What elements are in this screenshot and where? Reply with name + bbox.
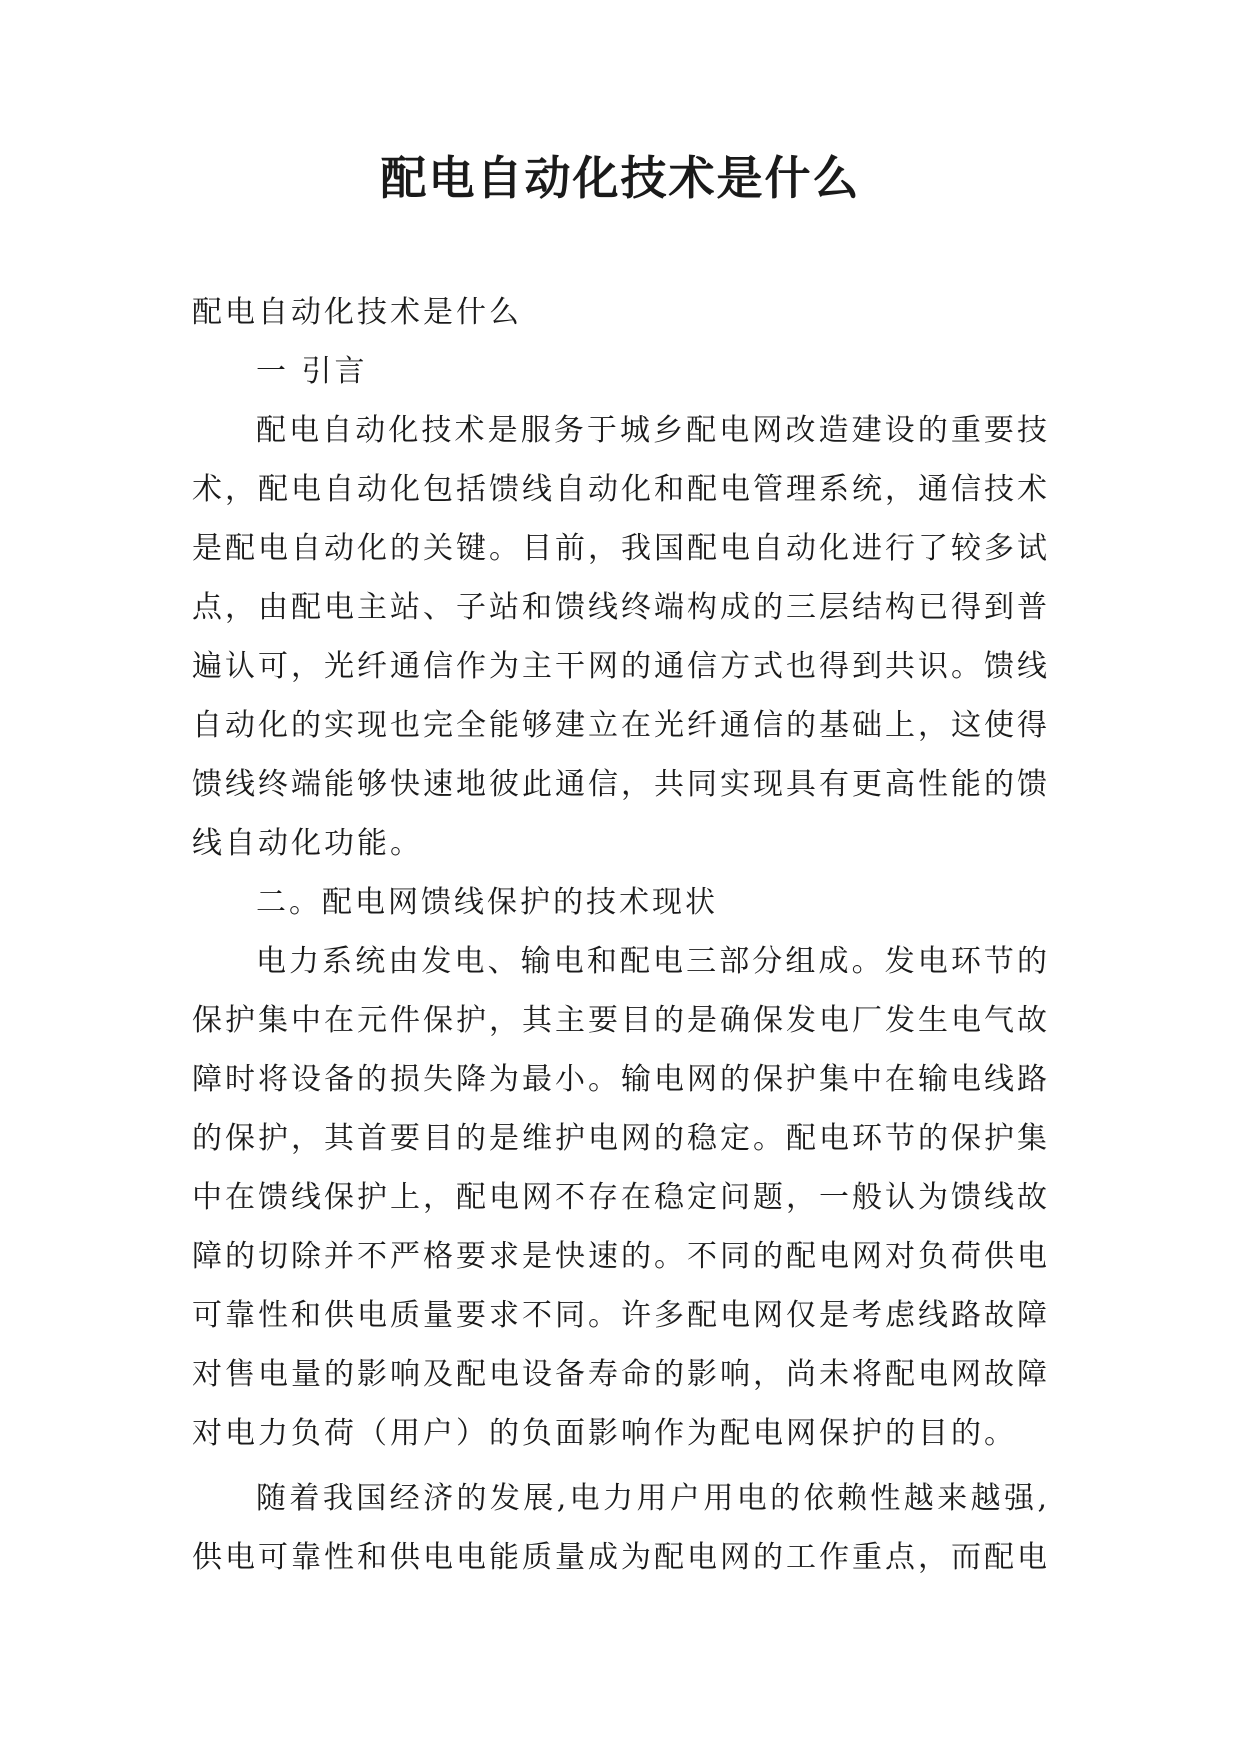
body-paragraph: 随着我国经济的发展,电力用户用电的依赖性越来越强,供电可靠性和供电电能质量成为配电网的工作重点，而配电	[192, 1481, 1050, 1575]
body-paragraph: 配电自动化技术是服务于城乡配电网改造建设的重要技术，配电自动化包括馈线自动化和配电管理系统，通信技术是配电自动化的关键。目前，我国配电自动化进行了较多试点，由配电主站、子站和馈线终端构成的三层结构已得到普遍认可，光纤通信作为主干网的通信方式也得到共识。馈线自动化的实现也完全能够建立在光纤通信的基础上，这使得馈线终端能够快速地彼此通信，共同实现具有更高性能的馈线自动化功能。	[192, 413, 1050, 861]
document-body	[192, 283, 1050, 1587]
subtitle-paragraph: 配电自动化技术是什么	[192, 295, 522, 330]
document-title: 配电自动化技术是什么	[380, 151, 861, 205]
section-heading-status: 二。配电网馈线保护的技术现状	[256, 885, 718, 920]
section-heading-introduction: 一 引言	[256, 354, 368, 389]
body-paragraph: 电力系统由发电、输电和配电三部分组成。发电环节的保护集中在元件保护，其主要目的是确保发电厂发生电气故障时将设备的损失降为最小。输电网的保护集中在输电线路的保护，其首要目的是维护电网的稳定。配电环节的保护集中在馈线保护上，配电网不存在稳定问题，一般认为馈线故障的切除并不严格要求是快速的。不同的配电网对负荷供电可靠性和供电质量要求不同。许多配电网仅是考虑线路故障对售电量的影响及配电设备寿命的影响，尚未将配电网故障对电力负荷（用户）的负面影响作为配电网保护的目的。	[192, 944, 1050, 1451]
